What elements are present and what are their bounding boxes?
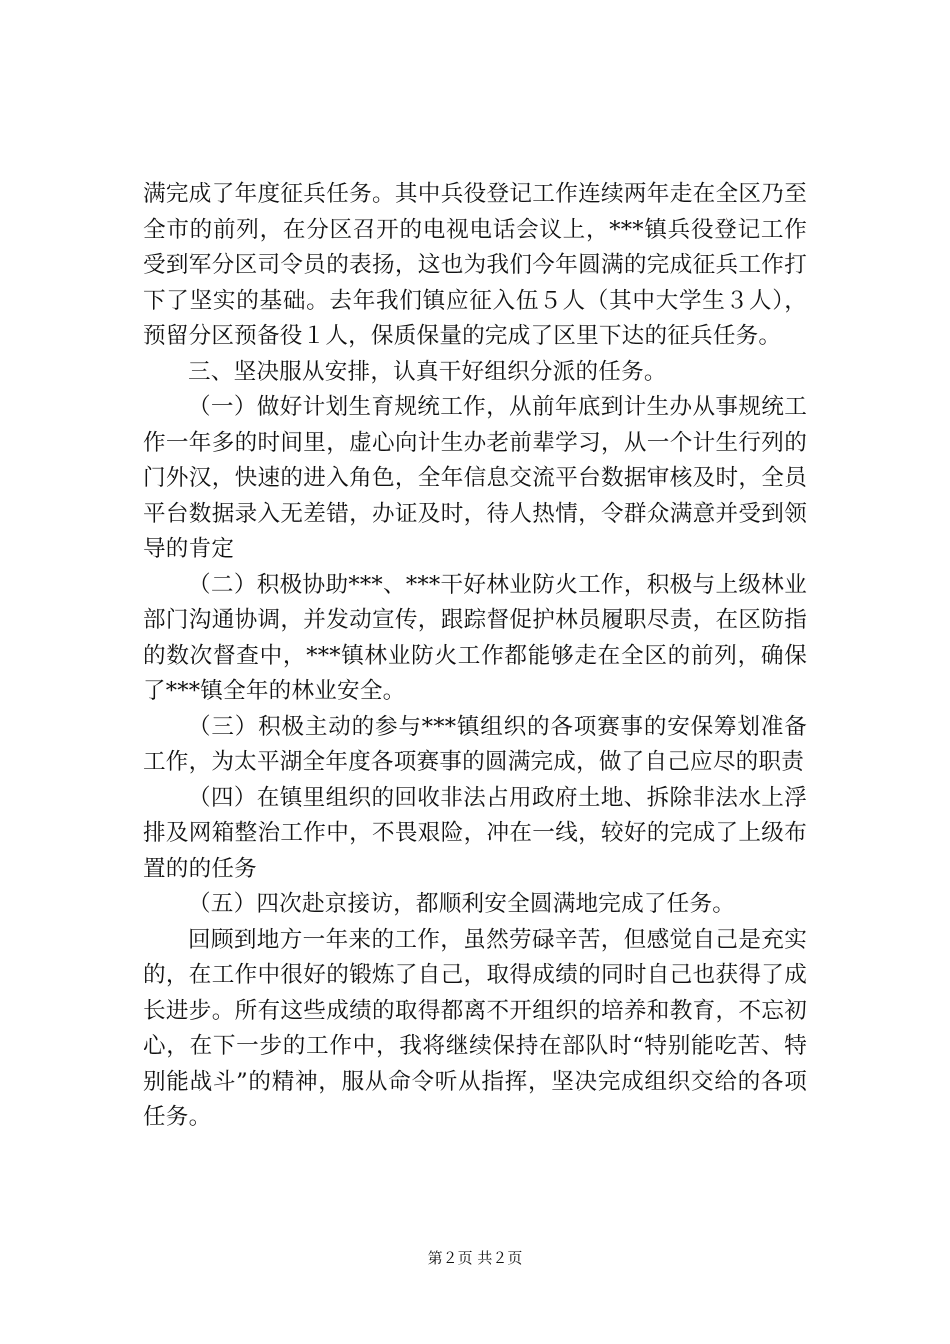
paragraph-conscription-summary: 满完成了年度征兵任务。其中兵役登记工作连续两年走在全区乃至全市的前列，在分区召开的电视电话会议上，***镇兵役登记工作受到军分区司令员的表扬，这也为我们今年圆满的完成征兵工作打下了坚实的基础。去年我们镇应征入伍５人（其中大学生３人），预留分区预备役１人，保质保量的完成了区里下达的征兵任务。: [143, 181, 807, 349]
paragraph-item-three: （三）积极主动的参与***镇组织的各项赛事的安保筹划准备工作，为太平湖全年度各项赛事的圆满完成，做了自己应尽的职责: [143, 713, 807, 775]
paragraph-conclusion: 回顾到地方一年来的工作，虽然劳碌辛苦，但感觉自己是充实的，在工作中很好的锻炼了自己，取得成绩的同时自己也获得了成长进步。所有这些成绩的取得都离不开组织的培养和教育，不忘初心，在下一步的工作中，我将继续保持在部队时“特别能吃苦、特别能战斗”的精神，服从命令听从指挥，坚决完成组织交给的各项任务。: [143, 926, 807, 1130]
document-body: [143, 177, 807, 1136]
paragraph-item-four: （四）在镇里组织的回收非法占用政府土地、拆除非法水上浮排及网箱整治工作中，不畏艰险，冲在一线，较好的完成了上级布置的的任务: [143, 784, 807, 882]
section-heading-three: 三、坚决服从安排，认真干好组织分派的任务。: [188, 358, 667, 385]
paragraph-item-two: （二）积极协助***、***干好林业防火工作，积极与上级林业部门沟通协调，并发动宣传，跟踪督促护林员履职尽责，在区防指的数次督查中，***镇林业防火工作都能够走在全区的前列，确保了***镇全年的林业安全。: [143, 571, 807, 704]
paragraph-item-one: （一）做好计划生育规统工作，从前年底到计生办从事规统工作一年多的时间里，虚心向计生办老前辈学习，从一个计生行列的门外汉，快速的进入角色，全年信息交流平台数据审核及时，全员平台数据录入无差错，办证及时，待人热情，令群众满意并受到领导的肯定: [143, 394, 807, 562]
page-footer: [0, 1248, 950, 1268]
page-number-label: 第２页 共２页: [427, 1249, 523, 1267]
paragraph-item-five: （五）四次赴京接访，都顺利安全圆满地完成了任务。: [188, 891, 736, 917]
